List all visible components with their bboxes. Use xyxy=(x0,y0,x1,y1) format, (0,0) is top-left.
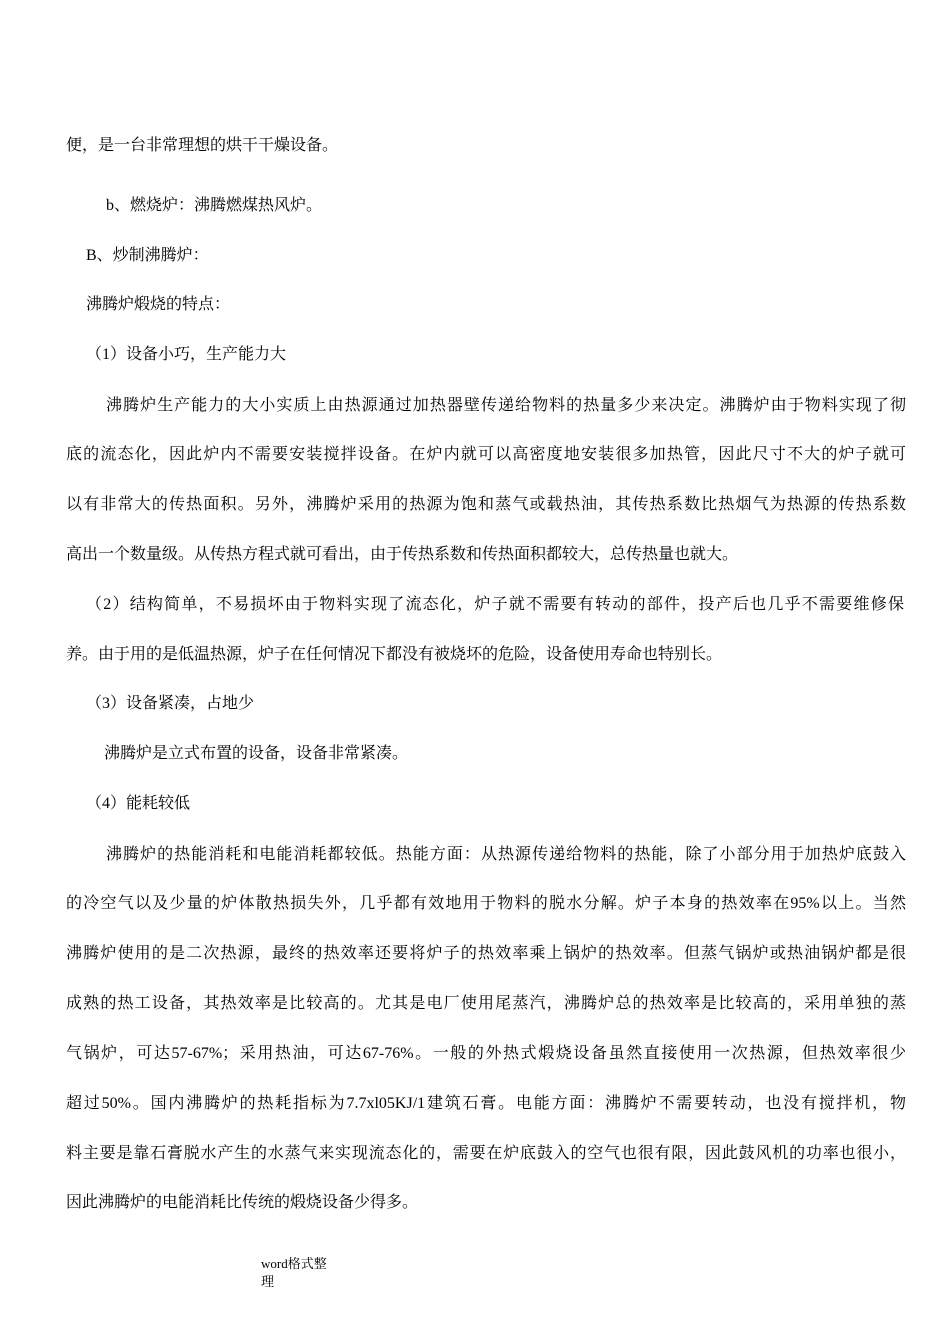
text-line: 气锅炉，可达57-67%；采用热油，可达67-76%。一般的外热式煅烧设备虽然直接使用一次热源，但热效率很少 xyxy=(66,1045,906,1062)
text-line: 高出一个数量级。从传热方程式就可看出，由于传热系数和传热面积都较大，总传热量也就大。 xyxy=(66,546,739,563)
text-line: 养。由于用的是低温热源，炉子在任何情况下都没有被烧坏的危险，设备使用寿命也特别长。 xyxy=(66,646,723,663)
footer-line: word格式整 xyxy=(261,1256,327,1271)
text-line: 以有非常大的传热面积。另外，沸腾炉采用的热源为饱和蒸气或载热油，其传热系数比热烟气为热源的传热系数 xyxy=(66,496,906,513)
text-line: （1）设备小巧，生产能力大 xyxy=(86,346,287,363)
text-line: 沸腾炉是立式布置的设备，设备非常紧凑。 xyxy=(104,745,409,762)
text-line: 便，是一台非常理想的烘干干燥设备。 xyxy=(66,137,339,154)
text-line: （4）能耗较低 xyxy=(86,795,191,812)
page-footer xyxy=(261,1255,341,1291)
text-line: （2）结构简单，不易损坏由于物料实现了流态化，炉子就不需要有转动的部件，投产后也几乎不需要维修保 xyxy=(86,596,904,613)
footer-line: 理 xyxy=(261,1274,275,1289)
text-line: 底的流态化，因此炉内不需要安装搅拌设备。在炉内就可以高密度地安装很多加热管，因此尺寸不大的炉子就可 xyxy=(66,446,906,463)
text-line: 因此沸腾炉的电能消耗比传统的煅烧设备少得多。 xyxy=(66,1194,419,1211)
text-line: 沸腾炉生产能力的大小实质上由热源通过加热器壁传递给物料的热量多少来决定。沸腾炉由于物料实现了彻 xyxy=(106,397,906,414)
text-line: 超过50%。国内沸腾炉的热耗指标为7.7xl05KJ/1建筑石膏。电能方面：沸腾炉不需要转动，也没有搅拌机，物 xyxy=(66,1095,906,1112)
text-line: B、炒制沸腾炉： xyxy=(86,247,209,264)
text-line: 沸腾炉使用的是二次热源，最终的热效率还要将炉子的热效率乘上锅炉的热效率。但蒸气锅炉或热油锅炉都是很 xyxy=(66,945,906,962)
text-line: b、燃烧炉：沸腾燃煤热风炉。 xyxy=(106,197,323,214)
text-line: 的冷空气以及少量的炉体散热损失外，几乎都有效地用于物料的脱水分解。炉子本身的热效率在95%以上。当然 xyxy=(66,895,906,912)
text-line: 成熟的热工设备，其热效率是比较高的。尤其是电厂使用尾蒸汽，沸腾炉总的热效率是比较高的，采用单独的蒸 xyxy=(66,995,906,1012)
text-line: （3）设备紧凑，占地少 xyxy=(86,695,255,712)
text-line: 沸腾炉的热能消耗和电能消耗都较低。热能方面：从热源传递给物料的热能，除了小部分用于加热炉底鼓入 xyxy=(106,846,906,863)
text-line: 沸腾炉煅烧的特点： xyxy=(86,296,231,313)
text-line: 料主要是靠石膏脱水产生的水蒸气来实现流态化的，需要在炉底鼓入的空气也很有限，因此鼓风机的功率也很小， xyxy=(66,1145,906,1162)
